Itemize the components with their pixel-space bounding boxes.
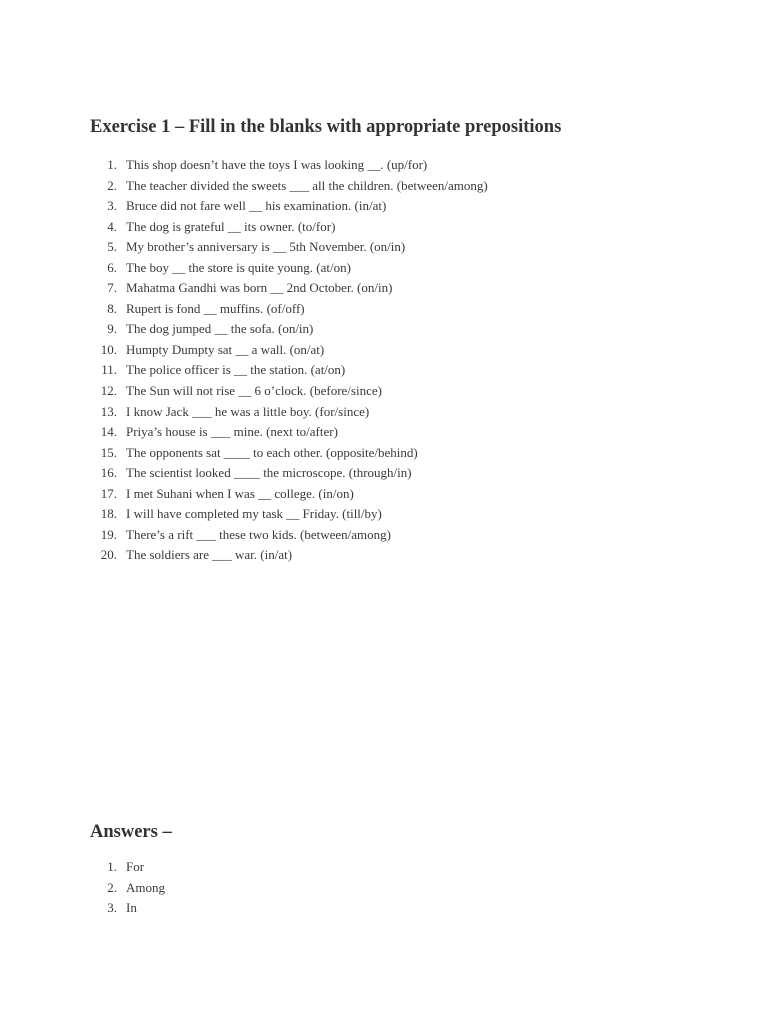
item-number: 9. [107,321,117,337]
item-text: Priya’s house is ___ mine. (next to/after) [126,424,338,440]
item-number: 2. [107,177,117,193]
exercise-item [0,422,488,443]
answers-title: Answers – [90,822,172,842]
exercise-item [0,360,488,381]
item-text: The teacher divided the sweets ___ all the children. (between/among) [126,177,488,193]
item-text: My brother’s anniversary is __ 5th November. (on/in) [126,239,406,255]
item-text: For [126,859,145,874]
item-text: Humpty Dumpty sat __ a wall. (on/at) [126,341,325,357]
item-number: 20. [100,547,117,563]
item-text: Rupert is fond __ muffins. (of/off) [126,300,305,316]
item-number: 14. [100,424,117,440]
exercise-item [0,545,488,566]
exercise-item [0,155,488,176]
exercise-item [0,381,488,402]
item-number: 15. [100,444,117,460]
item-number: 2. [107,879,117,895]
exercise-item [0,217,488,238]
item-text: The dog is grateful __ its owner. (to/for) [126,218,336,234]
item-number: 17. [100,485,117,501]
item-number: 7. [107,280,117,296]
exercise-title: Exercise 1 – Fill in the blanks with appropriate prepositions [90,117,562,137]
item-number: 16. [100,465,117,481]
answer-item [0,878,165,899]
item-number: 19. [100,526,117,542]
item-text: I will have completed my task __ Friday. (till/by) [126,506,382,522]
item-number: 10. [100,341,117,357]
item-text: In [126,900,137,916]
item-text: The opponents sat ____ to each other. (opposite/behind) [126,444,418,460]
item-number: 18. [100,506,117,522]
item-number: 6. [107,259,117,275]
exercise-item [0,278,488,299]
item-text: Among [126,879,165,895]
item-number: 4. [107,218,117,234]
item-text: The soldiers are ___ war. (in/at) [126,547,293,563]
item-text: I met Suhani when I was __ college. (in/on) [126,485,354,501]
item-text: The boy __ the store is quite young. (at/on) [126,259,351,275]
item-text: The Sun will not rise __ 6 o’clock. (before/since) [126,383,382,399]
item-text: The scientist looked ____ the microscope. (through/in) [126,465,412,481]
exercise-item [0,525,488,546]
item-number: 1. [107,157,117,172]
item-text: I know Jack ___ he was a little boy. (for/since) [126,403,370,419]
item-number: 11. [101,362,117,378]
exercise-item [0,402,488,423]
item-number: 3. [107,900,117,916]
item-text: The dog jumped __ the sofa. (on/in) [126,321,314,337]
exercise-item [0,340,488,361]
exercise-item [0,258,488,279]
exercise-item [0,196,488,217]
exercise-item [0,484,488,505]
answer-item [0,898,165,919]
exercise-item [0,319,488,340]
item-text: Bruce did not fare well __ his examination. (in/at) [126,198,387,214]
item-number: 13. [100,403,117,419]
item-number: 3. [107,198,117,214]
exercise-item [0,237,488,258]
exercise-item [0,463,488,484]
item-text: Mahatma Gandhi was born __ 2nd October. (on/in) [126,280,393,296]
exercise-item [0,504,488,525]
item-number: 12. [100,383,117,399]
answers-list [0,857,165,919]
item-text: This shop doesn’t have the toys I was looking __. (up/for) [126,157,428,172]
exercise-item [0,299,488,320]
item-number: 8. [107,300,117,316]
item-text: The police officer is __ the station. (at/on) [126,362,346,378]
exercise-item [0,443,488,464]
answer-item [0,857,165,878]
item-number: 1. [107,859,117,874]
item-number: 5. [107,239,117,255]
exercise-item [0,176,488,197]
item-text: There’s a rift ___ these two kids. (between/among) [126,526,391,542]
exercise-list [0,155,488,566]
